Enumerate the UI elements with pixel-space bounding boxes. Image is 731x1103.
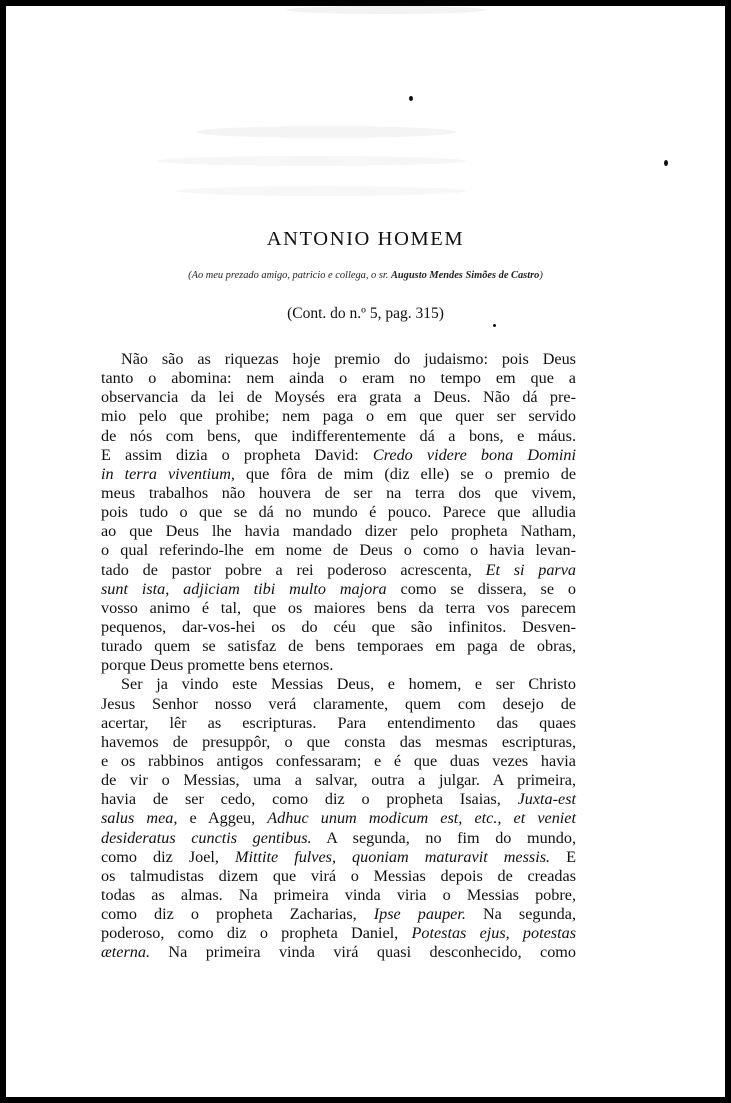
latin-quote: Et si parva — [485, 560, 576, 579]
body-line — [101, 465, 576, 484]
latin-quote: sunt ista, adjiciam tibi multo majora — [101, 579, 387, 598]
latin-quote: Juxta-est — [517, 790, 576, 809]
body-line: de nós com bens, que indifferentemente dá a bons, e máus. — [101, 426, 576, 445]
dedication — [6, 270, 725, 281]
body-line: meus trabalhos não houvera de ser na terra dos que vivem, — [101, 483, 576, 502]
text-run: como se dissera, se o — [386, 579, 576, 598]
body-line: mio pelo que prohibe; nem paga o em que quer ser servido — [101, 407, 576, 426]
body-line: vosso animo é tal, que os maiores bens da terra vos parecem — [101, 598, 576, 617]
text-run: Na primeira vinda virá quasi desconhecido, como — [150, 943, 576, 962]
bleed-through-mark — [196, 126, 456, 138]
bleed-through-mark — [176, 186, 466, 196]
body-line: tanto o abomina: nem ainda o eram no tempo em que a — [101, 369, 576, 388]
body-line: havemos de presuppôr, o que consta das mesmas escripturas, — [101, 732, 576, 751]
body-line: Ser ja vindo este Messias Deus, e homem, e ser Christo — [121, 675, 576, 694]
text-run: como diz Joel, — [101, 847, 235, 866]
body-line — [101, 924, 576, 943]
book-page — [6, 6, 725, 1097]
body-line: de vir o Messias, uma a salvar, outra a julgar. A primeira, — [101, 771, 576, 790]
body-line: todas as almas. Na primeira vinda viria o Messias pobre, — [101, 885, 576, 904]
latin-quote: æterna. — [101, 943, 151, 962]
latin-quote: Credo videre bona Domini — [372, 445, 576, 464]
text-run: E — [550, 847, 576, 866]
body-line: Não são as riquezas hoje premio do judaismo: pois Deus — [121, 350, 576, 368]
body-line — [101, 790, 576, 809]
latin-quote: Adhuc unum modicum est, etc., et veniet — [267, 809, 576, 828]
body-line: turado quem se satisfaz de bens temporaes em paga de obras, — [101, 637, 576, 656]
body-line: acertar, lêr as escripturas. Para entendimento das quaes — [101, 713, 576, 732]
body-line — [101, 848, 576, 867]
body-line — [101, 829, 576, 848]
body-line: o qual referindo-lhe em nome de Deus o como o havia levan- — [101, 541, 576, 560]
body-line: pois tudo o que se dá no mundo é pouco. Parece que alludia — [101, 503, 576, 522]
body-line: os talmudistas dizem que virá o Messias depois de creadas — [101, 866, 576, 885]
latin-quote: Mittite fulves, quoniam maturavit messis. — [235, 847, 551, 866]
body-line: observancia da lei de Moysés era grata a Deus. Não dá pre- — [101, 388, 576, 407]
body-line — [101, 561, 576, 580]
text-run: E assim dizia o propheta David: — [101, 445, 373, 464]
body-line — [101, 905, 576, 924]
body-line: ao que Deus lhe havia mandado dizer pelo propheta Natham, — [101, 522, 576, 541]
latin-quote: Ipse pauper. — [373, 905, 466, 924]
text-run: e Aggeu, — [177, 809, 268, 828]
body-line — [101, 446, 576, 465]
text-run: havia de ser cedo, como diz o propheta Isaias, — [101, 790, 518, 809]
text-run: Na segunda, — [465, 905, 577, 924]
text-run: tado de pastor pobre a rei poderoso acrescenta, — [101, 560, 486, 579]
text-run: que fôra de mim (diz elle) se o premio de — [234, 464, 576, 483]
latin-quote: in terra viventium, — [101, 464, 235, 483]
article-title: ANTONIO HOMEM — [266, 228, 465, 250]
bleed-through-mark — [156, 156, 466, 166]
bleed-through-mark — [286, 6, 486, 14]
body-line — [101, 580, 576, 599]
latin-quote: salus mea, — [101, 809, 178, 828]
ink-speck — [409, 96, 413, 101]
text-run: poderoso, como diz o propheta Daniel, — [101, 924, 412, 943]
body-line: Jesus Senhor nosso verá claramente, quem com desejo de — [101, 694, 576, 713]
body-line: e os rabbinos antigos confessaram; e é que duas vezes havia — [101, 751, 576, 770]
body-line — [101, 809, 576, 828]
text-run: A segunda, no fim do mundo, — [311, 828, 576, 847]
dedication-prefix: (Ao meu prezado amigo, patricio e collega, o sr. — [188, 270, 391, 281]
body-line — [101, 943, 576, 962]
body-line: pequenos, dar-vos-hei os do céu que são infinitos. Desven- — [101, 617, 576, 636]
article-body — [101, 350, 576, 963]
dedication-name: Augusto Mendes Simões de Castro — [390, 270, 540, 281]
latin-quote: Potestas ejus, potestas — [411, 924, 576, 943]
text-run: como diz o propheta Zacharias, — [101, 905, 374, 924]
ink-speck — [493, 324, 496, 327]
continuation-note: (Cont. do n.º 5, pag. 315) — [287, 305, 444, 322]
dedication-suffix: ) — [539, 270, 543, 281]
body-line: porque Deus promette bens eternos. — [101, 656, 334, 675]
ink-speck — [664, 160, 668, 166]
latin-quote: desideratus cunctis gentibus. — [101, 828, 312, 847]
